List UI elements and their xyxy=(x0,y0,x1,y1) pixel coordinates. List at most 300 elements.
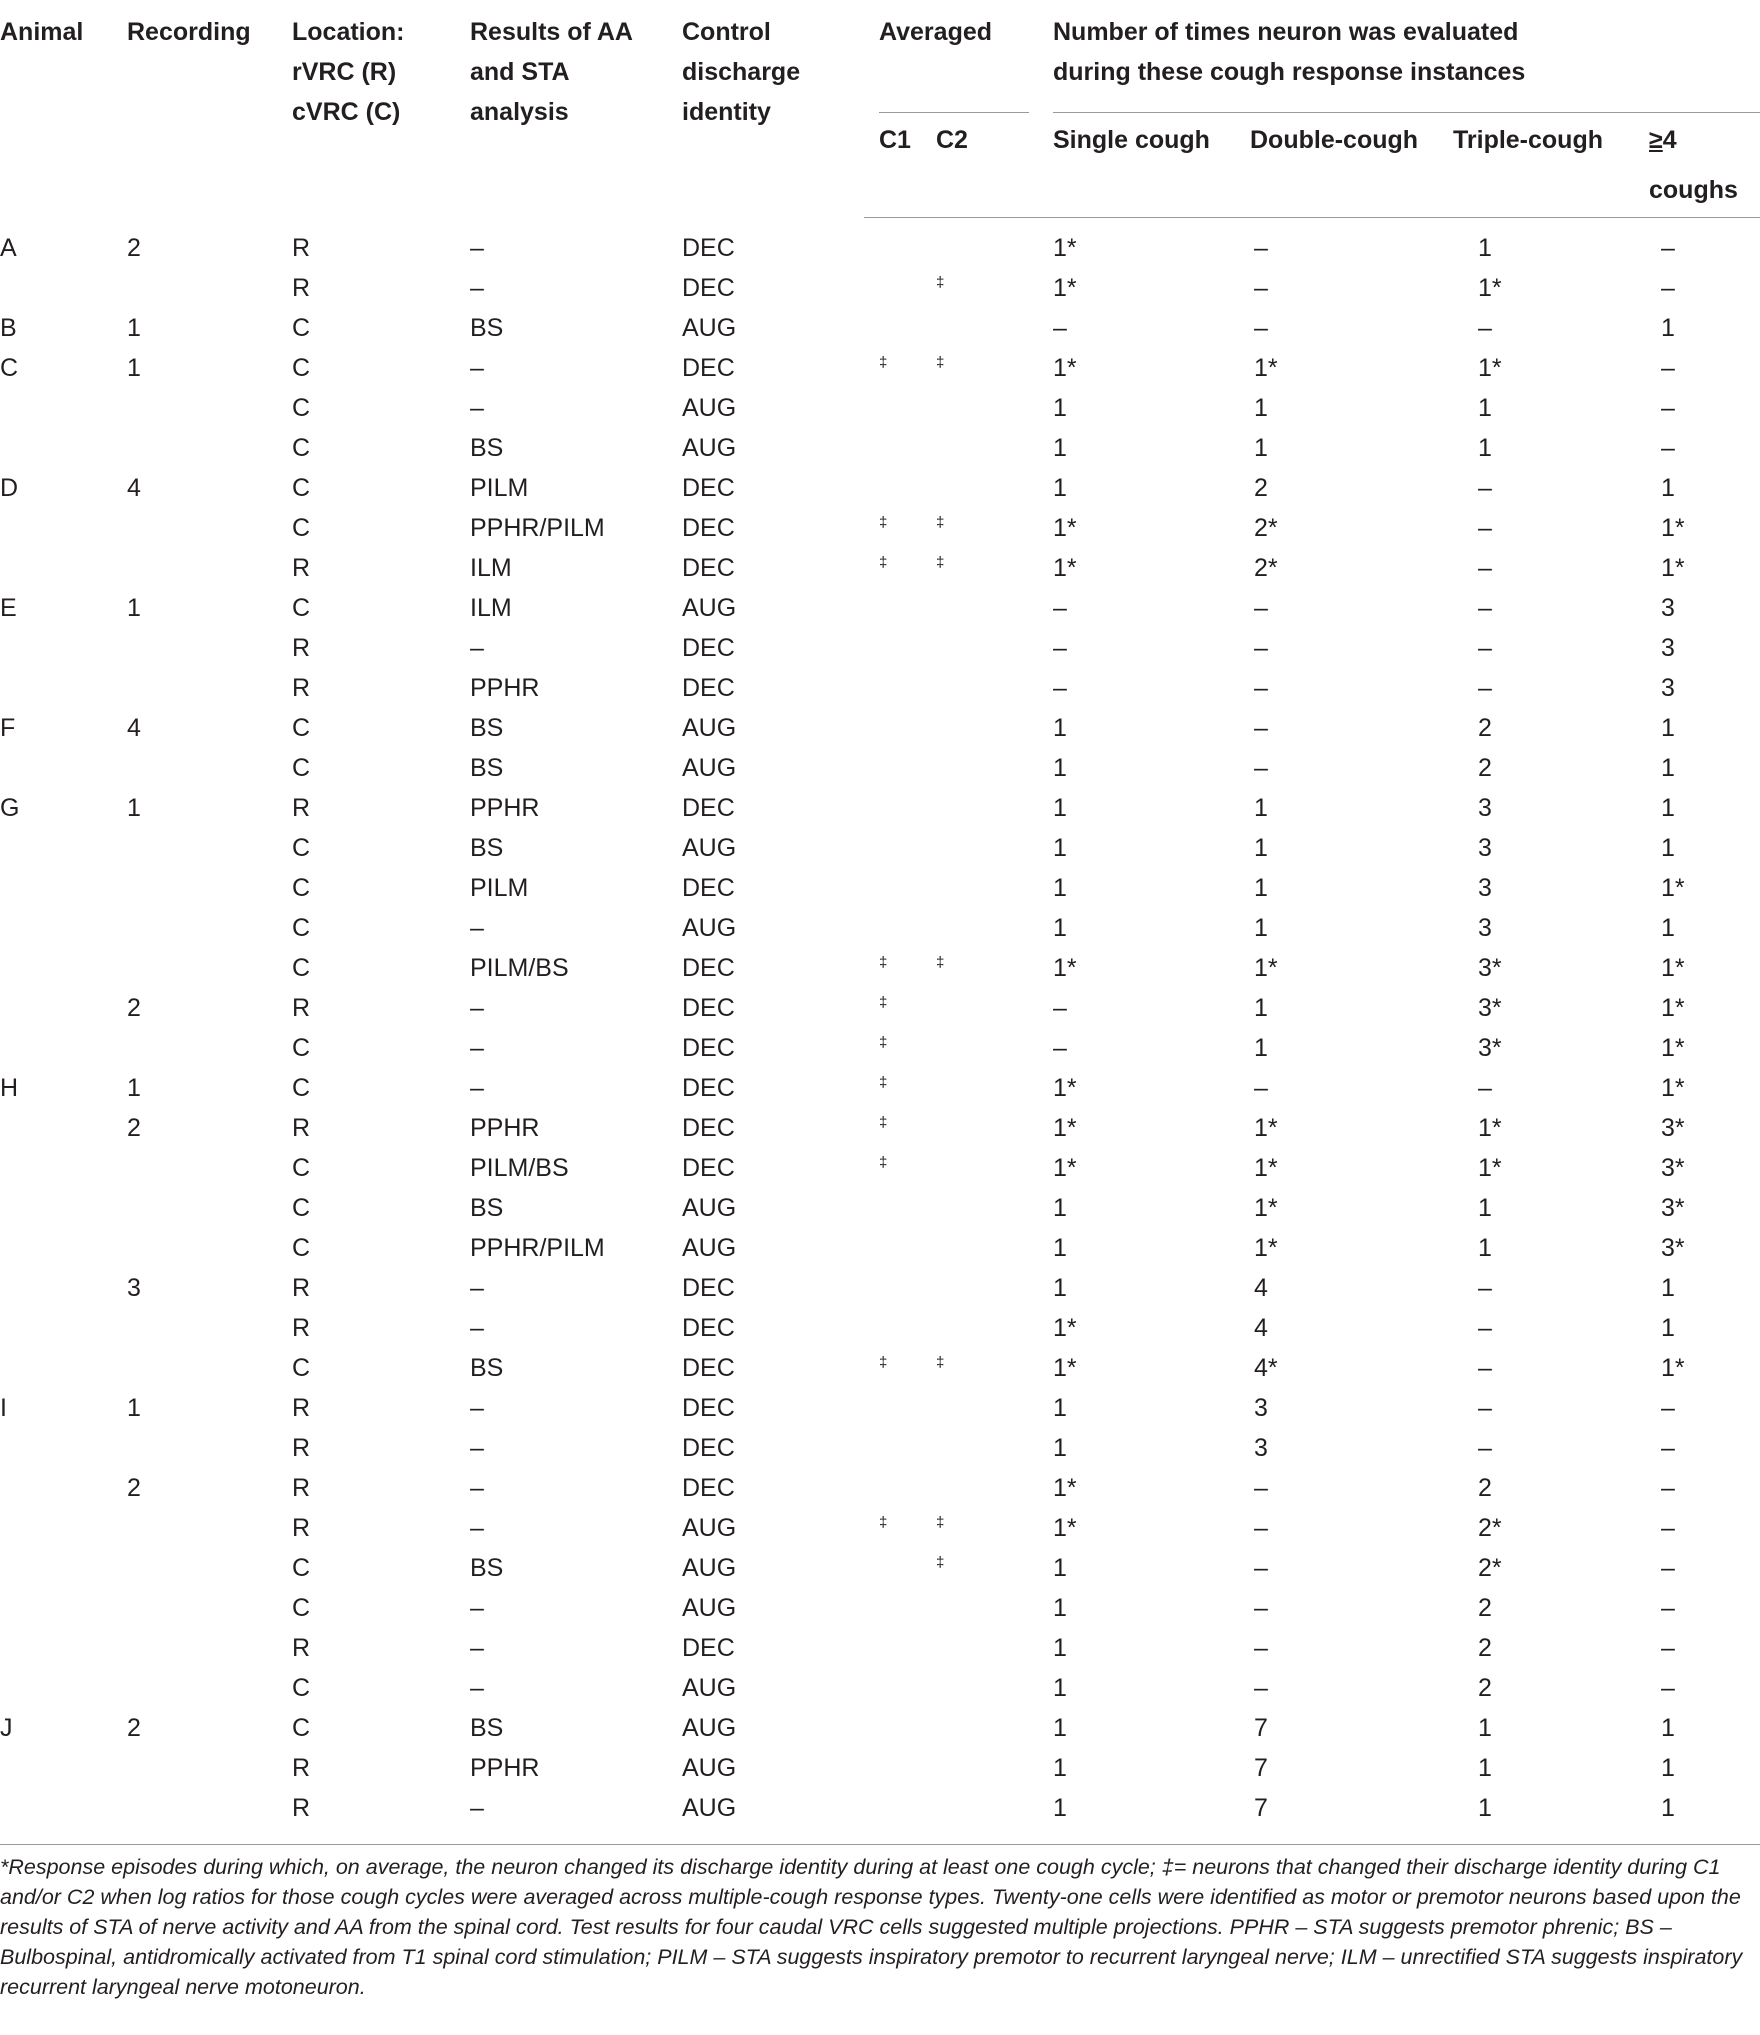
cell-animal xyxy=(0,1588,127,1628)
cell-c2: ‡ xyxy=(936,274,945,291)
cell-single-cough: 1* xyxy=(1053,1074,1077,1102)
table-row xyxy=(0,908,1760,948)
cell-control: DEC xyxy=(682,954,735,982)
cell-four-coughs: 1 xyxy=(1633,1788,1760,1845)
cell-c1 xyxy=(864,668,934,708)
cell-double-cough: – xyxy=(1254,594,1268,622)
cell-c2 xyxy=(934,1068,1027,1108)
cell-results: – xyxy=(470,1594,484,1622)
cell-triple-cough: – xyxy=(1478,1354,1492,1382)
table-row xyxy=(0,1388,1760,1428)
cell-c1: ‡ xyxy=(879,1114,888,1131)
cell-four-coughs: – xyxy=(1661,354,1675,382)
table-row xyxy=(0,1348,1760,1388)
cell-control: AUG xyxy=(682,394,737,422)
table-row xyxy=(0,1588,1760,1628)
cell-results: – xyxy=(470,1474,484,1502)
cell-location: C xyxy=(292,594,311,622)
header-recording: Recording xyxy=(127,18,251,46)
cell-c2 xyxy=(934,1788,1027,1845)
cell-results: – xyxy=(470,354,484,382)
cell-double-cough: – xyxy=(1254,274,1268,302)
cell-four-coughs: 1* xyxy=(1661,514,1685,542)
cell-triple-cough: 1 xyxy=(1478,1234,1492,1262)
cell-triple-cough: – xyxy=(1478,314,1492,342)
cell-c2: ‡ xyxy=(936,514,945,531)
header-four-coughs xyxy=(1633,113,1760,218)
cell-location: R xyxy=(292,233,311,262)
cell-c1: ‡ xyxy=(879,1514,888,1531)
cell-c1 xyxy=(864,428,934,468)
cell-recording xyxy=(127,908,292,948)
cell-four-coughs: – xyxy=(1661,234,1675,262)
cell-c1 xyxy=(864,1308,934,1348)
cell-control: DEC xyxy=(682,1114,735,1142)
cell-c1 xyxy=(864,1468,934,1508)
cell-control: DEC xyxy=(682,554,735,582)
cell-results: BS xyxy=(470,434,504,462)
cell-recording xyxy=(127,1628,292,1668)
cell-location: C xyxy=(292,1154,311,1182)
header-location-line: cVRC (C) xyxy=(292,98,401,126)
cell-triple-cough: 3* xyxy=(1478,954,1502,982)
cell-four-coughs: – xyxy=(1661,274,1675,302)
cell-c1 xyxy=(864,908,934,948)
cell-c1 xyxy=(864,1628,934,1668)
table-row xyxy=(0,1228,1760,1268)
cell-control: DEC xyxy=(682,233,735,262)
header-results-line: Results of AA xyxy=(470,18,633,46)
cell-recording: 1 xyxy=(127,1074,141,1102)
cell-results: – xyxy=(470,1634,484,1662)
cell-single-cough: 1 xyxy=(1053,794,1067,822)
cell-c2 xyxy=(934,1268,1027,1308)
cell-recording xyxy=(127,1588,292,1628)
cell-four-coughs: – xyxy=(1661,1594,1675,1622)
cell-c1 xyxy=(864,828,934,868)
cell-location: C xyxy=(292,314,311,342)
cell-animal xyxy=(0,548,127,588)
cell-c2: ‡ xyxy=(936,954,945,971)
cell-four-coughs: 1 xyxy=(1661,1754,1675,1782)
cell-location: R xyxy=(292,1114,311,1142)
cell-recording xyxy=(127,428,292,468)
cell-triple-cough: 3 xyxy=(1478,874,1492,902)
cell-c1: ‡ xyxy=(879,554,888,571)
cell-double-cough: 1 xyxy=(1254,834,1268,862)
cell-recording xyxy=(127,1668,292,1708)
cell-results: – xyxy=(470,994,484,1022)
header-evaluated-line: Number of times neuron was evaluated xyxy=(1053,18,1519,46)
table-row xyxy=(0,868,1760,908)
cell-single-cough: 1* xyxy=(1053,514,1077,542)
table-row xyxy=(0,388,1760,428)
cell-single-cough: – xyxy=(1053,314,1067,342)
cell-control: AUG xyxy=(682,1554,737,1582)
cell-double-cough: 1* xyxy=(1254,1114,1278,1142)
cell-single-cough: – xyxy=(1053,1034,1067,1062)
cell-c1: ‡ xyxy=(879,1354,888,1371)
cell-control: DEC xyxy=(682,794,735,822)
cell-triple-cough: – xyxy=(1478,1314,1492,1342)
cell-c1 xyxy=(864,268,934,308)
cell-single-cough: 1* xyxy=(1053,234,1077,262)
header-location xyxy=(292,0,470,218)
table-row xyxy=(0,1668,1760,1708)
cell-control: DEC xyxy=(682,1434,735,1462)
cell-results: – xyxy=(470,233,484,262)
cell-triple-cough: – xyxy=(1478,554,1492,582)
cell-single-cough: 1* xyxy=(1053,1114,1077,1142)
cell-location: C xyxy=(292,1194,311,1222)
cell-recording xyxy=(127,1308,292,1348)
cell-control: DEC xyxy=(682,994,735,1022)
cell-c2: ‡ xyxy=(936,1554,945,1571)
cell-triple-cough: 3 xyxy=(1478,914,1492,942)
cell-c2 xyxy=(934,788,1027,828)
cell-c1 xyxy=(864,1708,934,1748)
cell-recording: 2 xyxy=(127,1114,141,1142)
cell-double-cough: – xyxy=(1254,1674,1268,1702)
cell-results: ILM xyxy=(470,554,512,582)
cell-control: DEC xyxy=(682,274,735,302)
cell-results: BS xyxy=(470,1354,504,1382)
cell-results: – xyxy=(470,394,484,422)
cell-four-coughs: 1* xyxy=(1661,994,1685,1022)
header-c1: C1 xyxy=(864,113,934,218)
cell-results: BS xyxy=(470,1714,504,1742)
cell-recording xyxy=(127,548,292,588)
cell-c2 xyxy=(934,628,1027,668)
cell-c1 xyxy=(864,1748,934,1788)
header-c2: C2 xyxy=(934,113,1027,218)
cell-location: R xyxy=(292,1634,311,1662)
cell-location: R xyxy=(292,1434,311,1462)
cell-animal xyxy=(0,1788,127,1845)
cell-double-cough: 1* xyxy=(1254,1234,1278,1262)
cell-c2 xyxy=(934,668,1027,708)
cell-c1: ‡ xyxy=(879,994,888,1011)
cell-animal: D xyxy=(0,474,19,502)
header-averaged-label: Averaged xyxy=(879,18,993,46)
cell-double-cough: 1 xyxy=(1254,994,1268,1022)
cell-c2 xyxy=(934,1148,1027,1188)
cell-animal xyxy=(0,948,127,988)
cell-location: C xyxy=(292,1714,311,1742)
cell-c2 xyxy=(934,308,1027,348)
cell-control: DEC xyxy=(682,1354,735,1382)
cell-single-cough: 1 xyxy=(1053,1194,1067,1222)
cell-animal xyxy=(0,1228,127,1268)
cell-double-cough: 1* xyxy=(1254,354,1278,382)
cell-c1 xyxy=(864,1668,934,1708)
cell-control: AUG xyxy=(682,834,737,862)
table-row xyxy=(0,1268,1760,1308)
cell-single-cough: 1 xyxy=(1053,914,1067,942)
cell-c2 xyxy=(934,1468,1027,1508)
cell-location: C xyxy=(292,1234,311,1262)
cell-four-coughs: 1* xyxy=(1661,1074,1685,1102)
cell-double-cough: 7 xyxy=(1254,1714,1268,1742)
cell-triple-cough: 2 xyxy=(1478,714,1492,742)
cell-c2: ‡ xyxy=(936,554,945,571)
cell-single-cough: 1 xyxy=(1053,834,1067,862)
cell-control: AUG xyxy=(682,434,737,462)
cell-animal xyxy=(0,1748,127,1788)
cell-c1 xyxy=(864,1428,934,1468)
cell-control: DEC xyxy=(682,1474,735,1502)
header-location-line: rVRC (R) xyxy=(292,58,397,86)
table-row xyxy=(0,1068,1760,1108)
cell-c2 xyxy=(934,1228,1027,1268)
table-row xyxy=(0,628,1760,668)
cell-c1 xyxy=(864,1388,934,1428)
cell-recording: 1 xyxy=(127,354,141,382)
cell-animal: H xyxy=(0,1074,19,1102)
cell-animal: G xyxy=(0,794,20,822)
cell-c1 xyxy=(864,1188,934,1228)
cell-c2 xyxy=(934,708,1027,748)
cell-single-cough: 1 xyxy=(1053,1274,1067,1302)
cell-animal xyxy=(0,868,127,908)
cell-control: AUG xyxy=(682,1194,737,1222)
cell-location: C xyxy=(292,394,311,422)
cell-c1 xyxy=(864,1548,934,1588)
table-row xyxy=(0,1308,1760,1348)
table-body xyxy=(0,218,1760,1845)
cell-four-coughs: 3* xyxy=(1661,1234,1685,1262)
cell-four-coughs: – xyxy=(1661,1474,1675,1502)
cell-location: R xyxy=(292,274,311,302)
table-row xyxy=(0,1468,1760,1508)
cell-triple-cough: – xyxy=(1478,474,1492,502)
cell-single-cough: 1* xyxy=(1053,1314,1077,1342)
table-row xyxy=(0,348,1760,388)
cell-location: R xyxy=(292,794,311,822)
cell-control: AUG xyxy=(682,314,737,342)
table-row xyxy=(0,1508,1760,1548)
cell-triple-cough: 3* xyxy=(1478,1034,1502,1062)
cell-animal xyxy=(0,1668,127,1708)
table-row xyxy=(0,1428,1760,1468)
cell-recording: 2 xyxy=(127,233,141,262)
cell-double-cough: – xyxy=(1254,754,1268,782)
cell-recording xyxy=(127,1148,292,1188)
cell-control: AUG xyxy=(682,714,737,742)
table-row xyxy=(0,948,1760,988)
cell-animal xyxy=(0,1468,127,1508)
cell-recording xyxy=(127,828,292,868)
header-control-line: discharge xyxy=(682,58,801,86)
cell-triple-cough: 1 xyxy=(1436,1788,1633,1845)
cell-double-cough: – xyxy=(1254,314,1268,342)
cell-double-cough: 2* xyxy=(1254,514,1278,542)
cell-triple-cough: – xyxy=(1478,514,1492,542)
cell-animal xyxy=(0,1268,127,1308)
cell-location: C xyxy=(292,1354,311,1382)
cell-c1: ‡ xyxy=(879,514,888,531)
cell-triple-cough: 2 xyxy=(1478,754,1492,782)
cell-control: DEC xyxy=(682,1154,735,1182)
cell-c1: ‡ xyxy=(879,354,888,371)
cell-c2 xyxy=(934,908,1027,948)
cell-results: BS xyxy=(470,314,504,342)
cell-recording xyxy=(127,628,292,668)
cell-results: – xyxy=(470,1394,484,1422)
cell-c1 xyxy=(864,588,934,628)
cell-c2 xyxy=(934,1108,1027,1148)
table-row xyxy=(0,428,1760,468)
cell-double-cough: 1* xyxy=(1254,954,1278,982)
cell-recording xyxy=(127,1188,292,1228)
cell-animal xyxy=(0,388,127,428)
table-row xyxy=(0,1028,1760,1068)
cell-triple-cough: – xyxy=(1478,1274,1492,1302)
cell-c2 xyxy=(934,468,1027,508)
cell-triple-cough: 1 xyxy=(1478,434,1492,462)
table-row xyxy=(0,218,1760,269)
cell-four-coughs: – xyxy=(1661,1554,1675,1582)
table-row xyxy=(0,1788,1760,1845)
cell-results: PPHR xyxy=(470,1754,540,1782)
table-row xyxy=(0,1628,1760,1668)
cell-single-cough: 1 xyxy=(1053,1394,1067,1422)
cell-results: PILM/BS xyxy=(470,954,569,982)
cell-double-cough: 1 xyxy=(1254,794,1268,822)
cell-triple-cough: 1* xyxy=(1478,1154,1502,1182)
cell-triple-cough: – xyxy=(1478,1434,1492,1462)
cell-c2 xyxy=(934,1308,1027,1348)
cell-triple-cough: – xyxy=(1478,674,1492,702)
cell-c1 xyxy=(864,748,934,788)
header-control-line: Control xyxy=(682,18,771,46)
cell-triple-cough: – xyxy=(1478,594,1492,622)
cell-recording xyxy=(127,508,292,548)
cell-four-coughs: 1 xyxy=(1661,314,1675,342)
cell-single-cough: 1 xyxy=(1053,1714,1067,1742)
cell-four-coughs: 1 xyxy=(1661,1314,1675,1342)
cell-double-cough: 1 xyxy=(1254,874,1268,902)
cell-recording: 2 xyxy=(127,994,141,1022)
cell-control: DEC xyxy=(682,1274,735,1302)
cell-double-cough: – xyxy=(1254,1514,1268,1542)
cell-triple-cough: 2 xyxy=(1478,1634,1492,1662)
cell-recording xyxy=(127,1028,292,1068)
cell-recording: 1 xyxy=(127,594,141,622)
cell-location: C xyxy=(292,1554,311,1582)
cell-triple-cough: 3* xyxy=(1478,994,1502,1022)
cell-c1 xyxy=(864,218,934,269)
cell-triple-cough: 2 xyxy=(1478,1674,1492,1702)
cell-results: – xyxy=(470,1274,484,1302)
cell-single-cough: 1 xyxy=(1053,1234,1067,1262)
cell-location: C xyxy=(292,1674,311,1702)
cell-control: AUG xyxy=(682,1714,737,1742)
cell-c2 xyxy=(934,868,1027,908)
cell-double-cough: – xyxy=(1254,634,1268,662)
cell-animal: E xyxy=(0,594,17,622)
cell-c2: ‡ xyxy=(936,1514,945,1531)
cell-c2 xyxy=(934,428,1027,468)
header-results-line: analysis xyxy=(470,98,569,126)
cell-c1: ‡ xyxy=(879,1154,888,1171)
cell-results: PILM xyxy=(470,474,529,502)
cell-animal xyxy=(0,1348,127,1388)
table-row xyxy=(0,508,1760,548)
cell-double-cough: 1* xyxy=(1254,1194,1278,1222)
cell-results: BS xyxy=(470,1554,504,1582)
cell-animal xyxy=(0,668,127,708)
cell-c2 xyxy=(934,1028,1027,1068)
cell-animal xyxy=(0,628,127,668)
cell-single-cough: 1 xyxy=(1053,1754,1067,1782)
cell-recording xyxy=(127,1548,292,1588)
cell-c1 xyxy=(864,788,934,828)
header-results-line: and STA xyxy=(470,58,570,86)
table-row xyxy=(0,748,1760,788)
cell-double-cough: – xyxy=(1254,714,1268,742)
cell-double-cough: 2 xyxy=(1254,474,1268,502)
cell-location: C xyxy=(292,834,311,862)
cell-control: DEC xyxy=(682,634,735,662)
cell-triple-cough: 3 xyxy=(1478,794,1492,822)
cell-animal: F xyxy=(0,714,16,742)
cell-double-cough: – xyxy=(1254,1554,1268,1582)
cell-recording xyxy=(127,1748,292,1788)
header-results xyxy=(470,0,682,218)
cell-animal: C xyxy=(0,354,19,382)
cell-triple-cough: 1 xyxy=(1478,1714,1492,1742)
cell-double-cough: 1 xyxy=(1254,914,1268,942)
cell-results: PPHR/PILM xyxy=(470,514,605,542)
cell-recording: 1 xyxy=(127,794,141,822)
cell-results: PPHR/PILM xyxy=(470,1234,605,1262)
cell-double-cough: – xyxy=(1254,674,1268,702)
cell-control: AUG xyxy=(682,1674,737,1702)
cell-recording xyxy=(127,948,292,988)
cell-single-cough: 1 xyxy=(1053,474,1067,502)
cell-animal xyxy=(0,428,127,468)
header-evaluated-line: during these cough response instances xyxy=(1053,58,1526,86)
cell-animal: I xyxy=(0,1394,7,1422)
cell-double-cough: 7 xyxy=(1254,1754,1268,1782)
cell-control: AUG xyxy=(682,1788,864,1845)
cell-double-cough: – xyxy=(1254,1474,1268,1502)
table-row xyxy=(0,1748,1760,1788)
cell-c2 xyxy=(934,1628,1027,1668)
cell-control: DEC xyxy=(682,1034,735,1062)
cell-c2 xyxy=(934,1388,1027,1428)
cell-single-cough: 1 xyxy=(1027,1788,1228,1845)
cell-four-coughs: 1 xyxy=(1661,914,1675,942)
header-averaged xyxy=(864,0,1027,113)
cell-results: – xyxy=(470,274,484,302)
cell-c1 xyxy=(864,1228,934,1268)
cell-animal: J xyxy=(0,1714,13,1742)
cell-single-cough: 1 xyxy=(1053,1554,1067,1582)
cell-triple-cough: – xyxy=(1478,1074,1492,1102)
cell-animal xyxy=(0,1028,127,1068)
cell-single-cough: 1* xyxy=(1053,274,1077,302)
cell-four-coughs: 1 xyxy=(1661,1274,1675,1302)
cell-four-coughs: 1* xyxy=(1661,554,1685,582)
cell-animal xyxy=(0,1428,127,1468)
header-animal: Animal xyxy=(0,18,84,46)
cell-location: R xyxy=(292,1754,311,1782)
cell-location: R xyxy=(292,1514,311,1542)
cell-single-cough: 1* xyxy=(1053,954,1077,982)
cell-control: AUG xyxy=(682,1514,737,1542)
